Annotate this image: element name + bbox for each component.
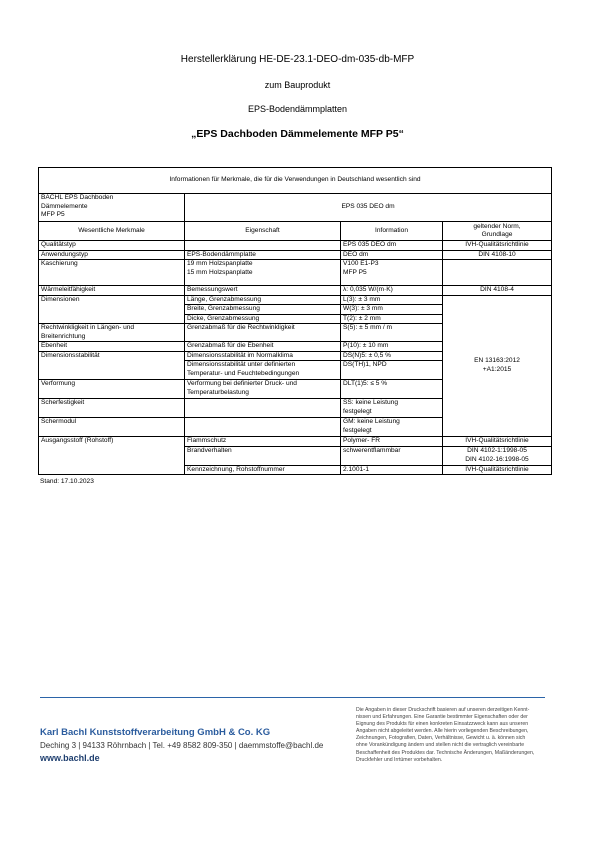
table-row: Dimensionsstabilität Dimensionsstabilität im Normalklima DS(N)5: ± 0,5 % <box>39 351 552 361</box>
header-eigenschaft: Eigenschaft <box>185 222 341 241</box>
table-row: Verformung Verformung bei definierter Druck- und Temperaturbelastung DLT(1)5: ≤ 5 % <box>39 380 552 399</box>
table-row: Dimensionen Länge, Grenzabmessung L(3): ± 3 mm EN 13163:2012 +A1:2015 <box>39 295 552 305</box>
disclaimer: Die Angaben in dieser Druckschrift basieren auf unseren derzeitigen Kennt- nissen und Erfahrungen. Eine Garantie bestimmter Eigenschaften oder der Eignung des Produkts für einen konkreten Einsatzzweck kann aus unseren Angaben nicht abgeleitet werden. Alle hierin vorliegenden Beschreibungen, Zeichnungen, Fotografien, Daten, Verhältnisse, Gewicht u. ä. können sich ohne Vorankündigung ändern und stellen nicht die vertraglich vereinbarte Beschaffenheit des Produktes dar. Technische Änderungen, Maßänderungen, Druckfehler und Irrtümer vorbehalten. <box>356 707 535 763</box>
company-address: Deching 3 | 94133 Röhrnbach | Tel. +49 8582 809-350 | daemmstoffe@bachl.de <box>40 741 324 750</box>
footer-divider <box>40 697 545 698</box>
header-norm: geltender Norm, Grundlage <box>443 222 552 241</box>
header-information: Information <box>341 222 443 241</box>
table-row: Dicke, Grenzabmessung T(2): ± 2 mm <box>39 314 552 324</box>
product-category: EPS-Bodendämmplatten <box>247 104 348 114</box>
table-row: Scherfestigkeit SS: keine Leistung festgelegt <box>39 399 552 418</box>
table-row: Anwendungstyp EPS-Bodendämmplatte DEO dm DIN 4108-10 <box>39 250 552 260</box>
table-row: Kaschierung 19 mm Holzspanplatte 15 mm Holzspanplatte V100 E1-P3 MFP P5 <box>39 260 552 286</box>
en-norm-cell: EN 13163:2012 +A1:2015 <box>443 295 552 437</box>
specification-table <box>38 167 552 475</box>
product-code: EPS 035 DEO dm <box>185 194 552 222</box>
table-row: Ausgangsstoff (Rohstoff) Flammschutz Polymer- FR IVH-Qualitätsrichtlinie <box>39 437 552 447</box>
table-row: Wärmeleitfähigkeit Bemessungswert λ: 0,035 W/(m·K) DIN 4108-4 <box>39 286 552 296</box>
table-row: Brandverhalten schwerentflammbar DIN 4102-1:1998-05 DIN 4102-16:1998-05 <box>39 446 552 465</box>
product-name: „EPS Dachboden Dämmelemente MFP P5“ <box>191 128 404 140</box>
date-stamp: Stand: 17.10.2023 <box>40 478 94 485</box>
table-row: Dimensionsstabilität unter definierten Temperatur- und Feuchtebedingungen DS(TH)1, NPD <box>39 361 552 380</box>
document-title: Herstellerklärung HE-DE-23.1-DEO-dm-035-db-MFP <box>180 54 415 65</box>
product-label: BACHL EPS Dachboden Dämmelemente MFP P5 <box>39 194 185 222</box>
table-row: Schermodul GM: keine Leistung festgelegt <box>39 418 552 437</box>
table-row: Rechtwinkligkeit in Längen- und Breitenrichtung Grenzabmaß für die Rechtwinkligkeit S(5): ± 5 mm / m <box>39 324 552 342</box>
table-row: Ebenheit Grenzabmaß für die Ebenheit P(10): ± 10 mm <box>39 342 552 352</box>
subtitle-line: zum Bauprodukt <box>264 80 331 90</box>
company-website: www.bachl.de <box>40 753 100 763</box>
header-merkmal: Wesentliche Merkmale <box>39 222 185 241</box>
table-row: Qualitätstyp EPS 035 DEO dm IVH-Qualitätsrichtlinie <box>39 241 552 251</box>
table-row: Kennzeichnung, Rohstoffnummer 2.1001-1 IVH-Qualitätsrichtlinie <box>39 465 552 475</box>
table-row: Breite, Grenzabmessung W(3): ± 3 mm <box>39 305 552 315</box>
company-name: Karl Bachl Kunststoffverarbeitung GmbH & Co. KG <box>40 727 271 738</box>
table-intro: Informationen für Merkmale, die für die Verwendungen in Deutschland wesentlich sind <box>39 168 552 194</box>
